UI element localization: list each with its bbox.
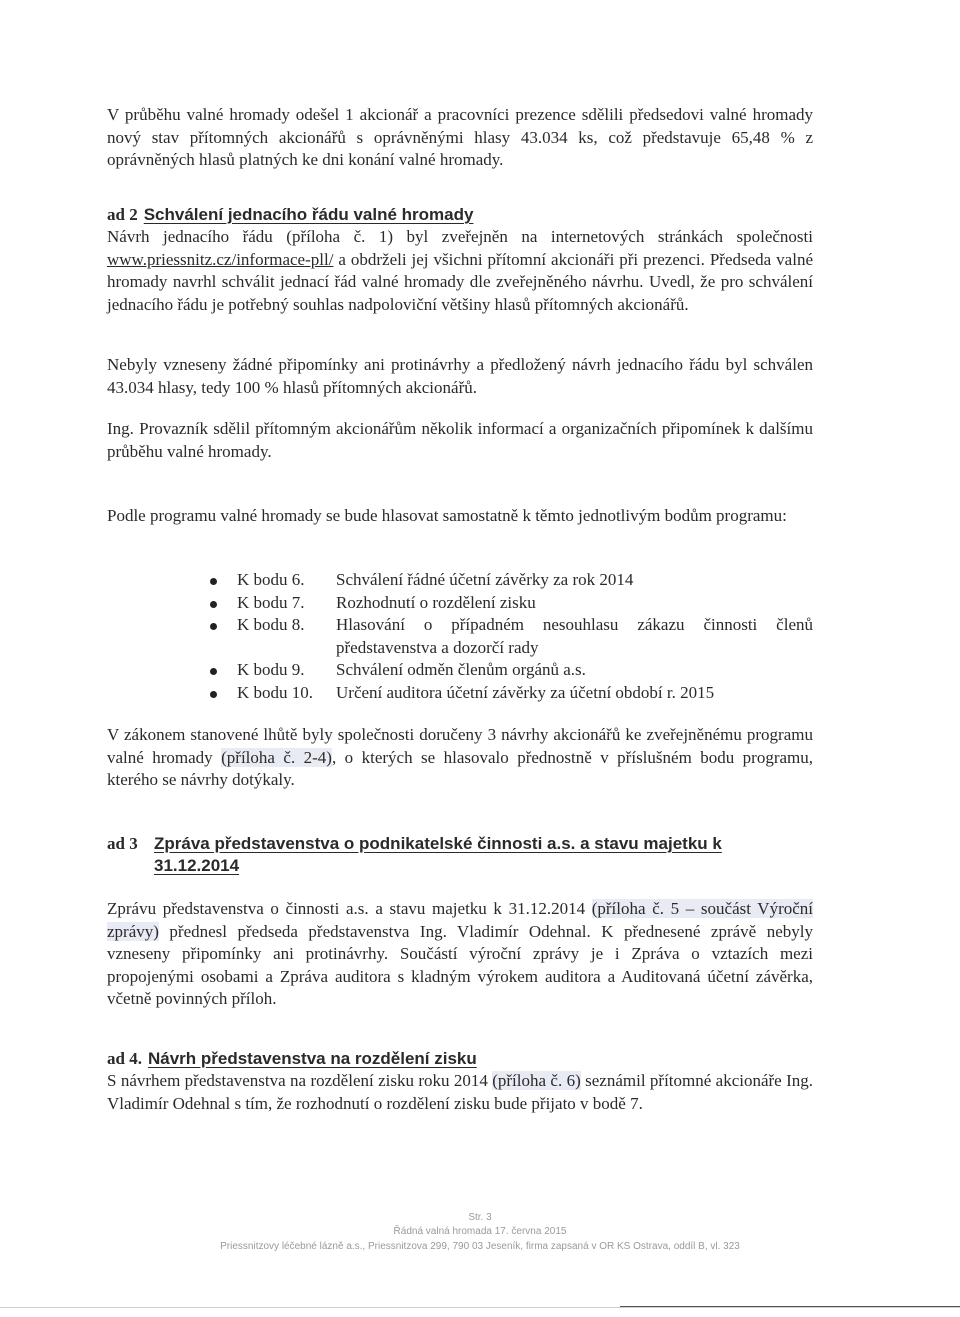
agenda-point-number: K bodu 9. [237,660,305,679]
section-number: ad 2 [107,205,138,224]
text-segment: , o kterých se hlasovalo přednostně v příslušném bodu programu, kterého se návrhy dotýkaly. [107,747,814,789]
bullet-icon [210,691,217,698]
section-title: Schválení jednacího řádu valné hromady [143,205,474,224]
list-item [107,659,813,682]
agenda-point-number: K bodu 7. [237,592,305,612]
paragraph-profit-distribution [107,1070,813,1115]
paragraph-attendance: V průběhu valné hromady odešel 1 akcionář a pracovníci prezence sdělili předsedovi valné hromady nový stav přítomných akcionářů s oprávněnými hlasy 43.034 ks, což představuje 65,48 % z oprávněných hlasů platných ke dni konání valné hromady. [107,105,813,169]
section-heading-ad4 [107,1048,477,1070]
attachment-reference: (příloha č. 5 – součást Výroční zprávy) [107,899,814,941]
text-segment: Návrh jednacího řádu (příloha č. 1) byl zveřejněn na internetových stránkách společnosti [107,227,813,246]
agenda-point-text: Schválení odměn členům orgánů a.s. [336,660,586,679]
agenda-point-number: K bodu 10. [237,682,314,702]
footer-page-number: Str. 3 [468,1212,492,1223]
list-item [107,569,813,592]
section-title: Zpráva představenstva o podnikatelské činnosti a.s. a stavu majetku k 31.12.2014 [154,834,722,875]
list-item [107,682,813,705]
paragraph-shareholder-proposals [107,724,813,792]
bottom-divider [0,1307,960,1308]
agenda-point-number: K bodu 8. [237,615,305,634]
attachment-reference: (příloha č. 6) [492,1071,581,1090]
agenda-point-text: Schválení řádné účetní závěrky za rok 2014 [336,570,634,589]
text-segment: přednesl předseda představenstva Ing. Vladimír Odehnal. K přednesené zprávě nebyly vzneseny připomínky ani protinávrhy. Součástí výroční zprávy je i Zpráva o vztazích mezi propojenými osobami a Zpráva auditora s kladným výrokem auditora a Auditovaná účetní závěrka, včetně povinných příloh. [107,921,813,1008]
text-segment: Zprávu představenstva o činnosti a.s. a stavu majetku k 31.12.2014 [107,899,592,918]
section-title: Návrh představenstva na rozdělení zisku [147,1049,477,1068]
paragraph-organization-info: Ing. Provazník sdělil přítomným akcionářům několik informací a organizačních připomínek k dalšímu průběhu valné hromady. [107,419,813,461]
agenda-point-number: K bodu 6. [237,570,305,589]
list-item [107,614,813,659]
footer-company-info: Priessnitzovy léčebné lázně a.s., Priessnitzova 299, 790 03 Jeseník, firma zapsaná v OR KS Ostrava, oddíl B, vl. 323 [220,1241,740,1252]
agenda-list [107,569,813,704]
footer-meeting-date: Řádná valná hromada 17. června 2015 [393,1226,567,1237]
paragraph-rules-proposal [107,226,813,316]
section-heading-ad2 [107,204,473,226]
section-heading-ad3 [107,833,813,877]
agenda-point-text: Hlasování o případném nesouhlasu zákazu činnosti členů představenstva a dozorčí rady [336,615,813,657]
section-number: ad 3 [107,834,138,853]
bullet-icon [210,623,217,630]
agenda-point-text: Určení auditora účetní závěrky za účetní období r. 2015 [336,682,715,702]
section-number: ad 4. [107,1049,142,1068]
agenda-point-text: Rozhodnutí o rozdělení zisku [336,592,536,612]
company-website-link[interactable]: www.priessnitz.cz/informace-pll/ [107,249,334,269]
bullet-icon [210,578,217,585]
list-item [107,592,813,615]
bullet-icon [210,601,217,608]
bottom-divider-accent [620,1306,960,1307]
text-segment: seznámil přítomné akcionáře Ing. Vladimír Odehnal s tím, že rozhodnutí o rozdělení zisku bude přijato v bodě 7. [107,1071,813,1113]
text-segment: V zákonem stanovené lhůtě byly společnosti doručeny 3 návrhy akcionářů ke zveřejněnému programu valné hromady [107,725,813,767]
attachment-reference: (příloha č. 2-4) [221,747,332,767]
text-segment: a obdrželi jej všichni přítomní akcionáři při prezenci. Předseda valné hromady navrhl schválit jednací řád valné hromady dle zveřejněného návrhu. Uvedl, že pro schválení jednacího řádu je potřebný souhlas nadpoloviční většiny hlasů přítomných akcionářů. [107,249,813,314]
paragraph-voting-program: Podle programu valné hromady se bude hlasovat samostatně k těmto jednotlivým bodům programu: [107,506,787,525]
paragraph-rules-approved: Nebyly vzneseny žádné připomínky ani protinávrhy a předložený návrh jednacího řádu byl schválen 43.034 hlasy, tedy 100 % hlasů přítomných akcionářů. [107,355,813,397]
paragraph-board-report [107,898,813,1011]
text-segment: S návrhem představenstva na rozdělení zisku roku 2014 [107,1071,493,1090]
bullet-icon [210,668,217,675]
